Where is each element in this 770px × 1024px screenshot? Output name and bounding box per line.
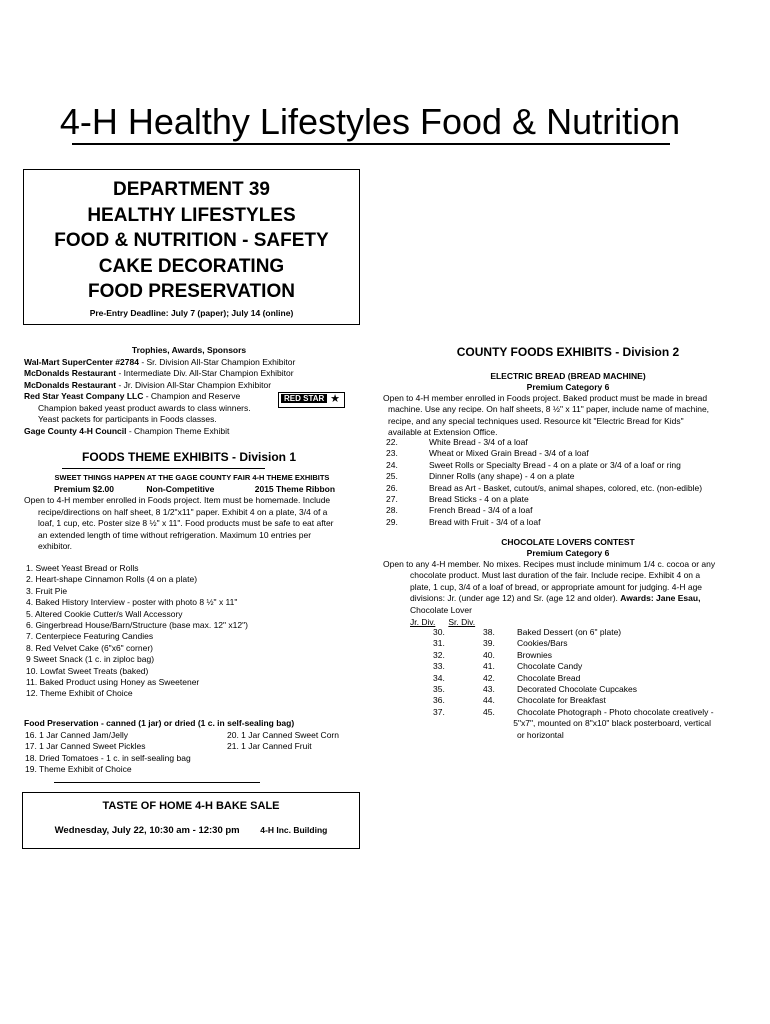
county-foods-heading: COUNTY FOODS EXHIBITS - Division 2 [456,345,680,359]
bread-machine-heading: ELECTRIC BREAD (BREAD MACHINE) Premium Category 6 [383,371,753,393]
department-line: FOOD PRESERVATION [88,281,295,302]
list-item: 24. Sweet Rolls or Specialty Bread - 4 on a plate or 3/4 of a loaf or ring [386,459,681,470]
bake-sale-time: Wednesday, July 22, 10:30 am - 12:30 pm [54,825,240,836]
list-item: 11. Baked Product using Honey as Sweetener [26,677,200,688]
list-item: 33. 41. Chocolate Candy [433,661,583,672]
page-title: 4-H Healthy Lifestyles Food & Nutrition [59,101,681,142]
list-item: 31. 39. Cookies/Bars [433,638,568,649]
premium-label: Premium $2.00 [54,484,115,494]
awards-label: Awards: Jane Esau, [620,593,701,604]
premium-category: Premium Category 6 [526,382,610,392]
list-row: 19. Theme Exhibit of Choice [25,764,132,775]
sponsor-line: McDonalds Restaurant - Intermediate Div. All-Star Champion Exhibitor [24,368,294,378]
non-competitive-label: Non-Competitive [146,484,215,494]
list-item: 32. 40. Brownies [433,649,552,660]
chocolate-description: Open to any 4-H member. No mixes. Recipes must include minimum 1/4 c. cocoa or any chocolate product. Must last duration of the fair. Include recipe. Exhibit 4 on a plate, 1 cup, 3/4 of a loaf of bread, or appropriate amount for judging. 4-H age divisions: Jr. (under age 12) and Sr. (age 12 and older). Awards: Jane Esau, Chocolate Lover [383,559,753,616]
department-line: CAKE DECORATING [98,255,285,277]
sponsor-line: Champion baked yeast product awards to class winners. [38,402,251,413]
list-item: 10. Lowfat Sweet Treats (baked) [26,665,149,676]
list-item: 3. Fruit Pie [26,585,68,596]
sponsor-line: Wal-Mart SuperCenter #2784 - Sr. Division All-Star Champion Exhibitor [24,356,296,367]
sponsor-line: Yeast packets for participants in Foods classes. [38,414,217,424]
list-item: 35. 43. Decorated Chocolate Cupcakes [433,684,638,695]
list-row: 16. 1 Jar Canned Jam/Jelly 20. 1 Jar Canned Sweet Corn [25,730,339,740]
department-line: HEALTHY LIFESTYLES [87,204,296,226]
list-item: 23. Wheat or Mixed Grain Bread - 3/4 of a loaf [386,448,589,459]
list-item: 2. Heart-shape Cinnamon Rolls (4 on a plate) [26,574,198,585]
list-item: 34. 42. Chocolate Bread [433,672,581,683]
list-item: 29. Bread with Fruit - 3/4 of a loaf [386,516,541,527]
sponsor-line: Gage County 4-H Council - Champion Theme Exhibit [24,425,230,436]
list-item-continued: 5"x7", mounted on 8"x10" black posterboard, vertical [513,718,712,729]
list-item: 9 Sweet Snack (1 c. in ziploc bag) [26,654,155,665]
preservation-heading: Food Preservation - canned (1 jar) or dried (1 c. in self-sealing bag) [24,718,295,728]
theme-description: Open to 4-H member enrolled in Foods project. Item must be homemade. Include recipe/directions on half sheet, 8 1/2"x11" paper. Exhibit 4 on a plate, 3/4 of a loaf, 1 cup, etc. Poster size 8 ½" x 11". Food products must be safe to eat after an extended length of time without refrigeration. Maximum 10 entries per exhibitor. [24,495,334,552]
jr-division-label: Jr. Div. [410,617,436,627]
list-item: 12. Theme Exhibit of Choice [26,688,133,699]
list-item: 37. 45. Chocolate Photograph - Photo chocolate creatively - [433,706,714,717]
bake-sale-location: 4-H Inc. Building [260,825,328,835]
list-item: 1. Sweet Yeast Bread or Rolls [26,563,139,573]
red-star-logo-text: RED STAR [281,394,327,403]
bake-sale-title: TASTE OF HOME 4-H BAKE SALE [102,800,280,812]
department-box [23,169,360,325]
theme-exhibit-list [26,563,356,700]
pre-entry-deadline: Pre-Entry Deadline: July 7 (paper); July 14 (online) [89,307,294,318]
awards-sponsor: Chocolate Lover [410,604,472,615]
trophies-heading: Trophies, Awards, Sponsors [131,345,247,355]
list-item: 36. 44. Chocolate for Breakfast [433,695,606,706]
chocolate-class-list [433,627,733,741]
trophies-section [24,345,354,437]
sponsor-line: McDonalds Restaurant - Jr. Division All-Star Champion Exhibitor [24,379,272,390]
chocolate-contest-heading: CHOCOLATE LOVERS CONTEST Premium Category 6 [383,537,753,559]
list-item: 30. 38. Baked Dessert (on 6" plate) [433,627,622,637]
department-line: DEPARTMENT 39 [113,179,270,200]
bread-class-list [386,437,756,528]
preservation-list [25,730,355,776]
theme-exhibits-block [24,473,360,553]
theme-ribbon-label: 2015 Theme Ribbon [254,484,336,494]
title-underline [72,143,670,145]
list-item: 4. Baked History Interview - poster with photo 8 ½" x 11" [26,597,238,608]
list-item: 8. Red Velvet Cake (6"x6" corner) [26,642,153,653]
premium-category: Premium Category 6 [526,548,610,558]
list-item: 26. Bread as Art - Basket, cutout/s, animal shapes, colored, etc. (non-edible) [386,482,703,493]
bake-sale-box [22,792,360,849]
foods-theme-heading: FOODS THEME EXHIBITS - Division 1 [81,450,297,464]
sponsor-line: Red Star Yeast Company LLC - Champion and Reserve [24,391,241,401]
list-item: 22. White Bread - 3/4 of a loaf [386,437,528,447]
list-item: 25. Dinner Rolls (any shape) - 4 on a plate [386,471,575,482]
star-icon: ★ [330,393,340,405]
bread-description: Open to 4-H member enrolled in Foods project. Baked product must be made in bread machine. Use any recipe. On half sheets, 8 ½" x 11" paper, include name of machine, recipe, and any special techniques used. Resource kit "Electric Bread for Kids" available at Extension Office. [383,393,710,438]
list-row: 17. 1 Jar Canned Sweet Pickles 21. 1 Jar Canned Fruit [25,741,312,752]
list-item: 27. Bread Sticks - 4 on a plate [386,494,529,505]
list-row: 18. Dried Tomatoes - 1 c. in self-sealing bag [25,752,191,763]
bake-sale-info [23,825,359,836]
divider [62,468,265,469]
department-line: FOOD & NUTRITION - SAFETY [54,230,329,251]
red-star-logo [278,392,345,408]
sr-division-label: Sr. Div. [448,617,476,627]
list-item-continued: or horizontal [517,729,564,740]
list-item: 6. Gingerbread House/Barn/Structure (base max. 12" x12") [26,620,248,631]
list-item: 28. French Bread - 3/4 of a loaf [386,505,533,516]
list-item: 5. Altered Cookie Cutter/s Wall Accessory [26,608,183,619]
theme-meta [24,483,360,495]
theme-exhibits-subheading: SWEET THINGS HAPPEN AT THE GAGE COUNTY FAIR 4-H THEME EXHIBITS [54,473,330,482]
divider [54,782,260,783]
list-item: 7. Centerpiece Featuring Candies [26,631,154,642]
